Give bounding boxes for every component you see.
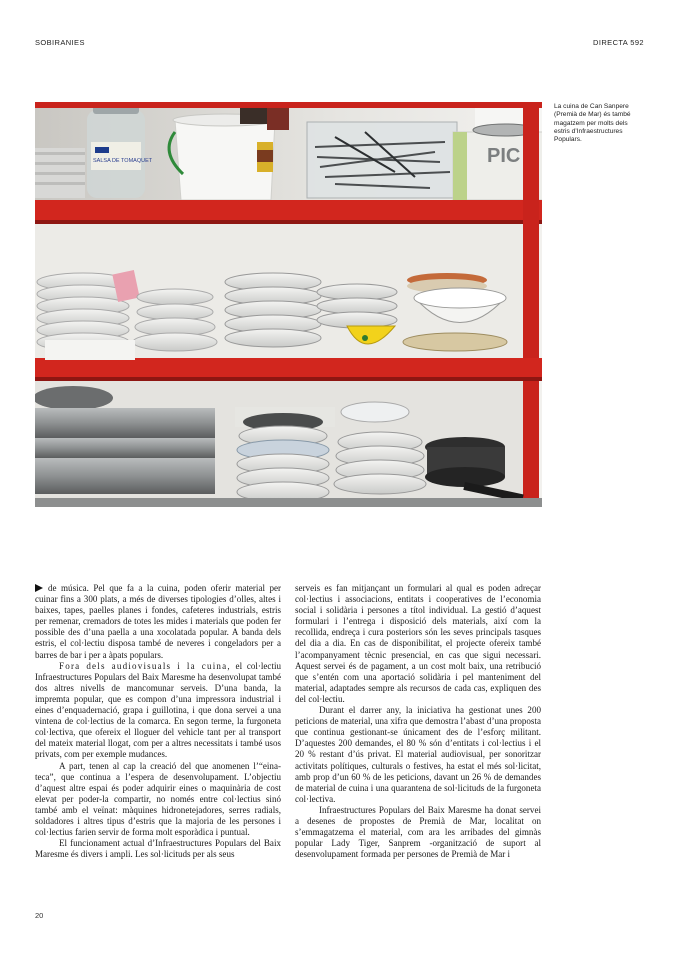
top-plate-stack	[35, 148, 85, 198]
paragraph: Fora dels audiovisuals i la cuina, el col·lectiu Infraestructures Populars del Baix Maresme ha desenvolupat també dos altres nivells de mancomunar serveis. D’una banda, la impremta popular, que es compon d’una impressora industrial i eines d’enquadernació, grapa i guillotina, i que dona servei a una vintena de col·lectius de la comarca. En segon terme, la furgoneta col·lectiva, que ofereix el lloguer del vehicle tant per al transport del mateix material llogat, com per a altres necessitats i també usos privats, com per exemple mudances.	[35, 660, 281, 760]
paragraph-lead: Fora dels audiovisuals i la cuina,	[59, 660, 231, 671]
white-bucket	[169, 114, 277, 200]
glass-jar	[87, 104, 153, 198]
issue-label: DIRECTA 592	[593, 38, 644, 47]
kitchen-shelves-photo	[35, 102, 542, 507]
paragraph: A part, tenen al cap la creació del que anomenen l’“eina-teca”, que continua a l’espera de desenvolupament. L’objectiu d’aquest altre espai és poder adquirir eines o maquinària de cost elevat per poder-la compartir, no només entre col·lectius sinó també amb el veïnat: màquines hidronetejadores, serres radials, soldadores i altres tipus d’estris que la majoria de les persones i col·lectius farien servir de forma molt esporàdica i puntual.	[35, 760, 281, 838]
paragraph: de música. Pel que fa a la cuina, poden oferir material per cuinar fins a 300 plats, a més de diverses tipologies d’olles, altes i baixes, tapes, paelles planes i fondes, cafeteres industrials, estris per remenar, cremadors de totes les mides i materials que poden fer possible des d’una paella a una xocolatada popular. A banda dels estris, el col·lectiu disposa també de neveres i congeladors per a barres de bar i per a àpats populars.	[35, 583, 281, 660]
page-number: 20	[35, 911, 44, 920]
shelf-upright-right	[523, 102, 539, 507]
shelf-bottom-board	[35, 498, 542, 507]
middle-plate-stacks	[37, 270, 507, 351]
paragraph: Durant el darrer any, la iniciativa ha gestionat unes 200 peticions de material, una xifra que demostra l’abast d’una proposta que continua gestionant-se únicament des de l’esforç militant. D’aquestes 200 demandes, el 80 % són d’entitats i col·lectius i el 20 % restant d’ús privat. El material audiovisual, per sonoritzar activitats polítiques, culturals o festives, ha estat el més sol·licitat, amb prop d’un 60 % de les peticions, davant un 26 % de demandes de material de cuina i una quarantena de sol·licituds de la furgoneta col·lectiva.	[295, 705, 541, 804]
section-label: SOBIRANIES	[35, 38, 85, 47]
article-column-left	[35, 583, 281, 860]
continuation-arrow-icon	[35, 584, 43, 592]
photo-caption: La cuina de Can Sanpere (Premià de Mar) és també magatzem per molts dels estris d’Infraestructures Populars.	[554, 103, 631, 144]
paragraph: Infraestructures Populars del Baix Maresme ha donat servei a desenes de propostes de Premià de Mar, localitat on s’emmagatzema el material, com ara les arribades del gimnàs popular Lady Tiger, Sanprem -organització de suport al desenvolupament formada per persones de Premià de Mar i	[295, 804, 541, 860]
article-column-right	[295, 583, 541, 860]
paragraph: El funcionament actual d’Infraestructures Populars del Baix Maresme és divers i ampli. Les sol·licituds per als seus	[35, 838, 281, 860]
shelf-middle-board	[35, 358, 542, 378]
shelf-top-board	[35, 200, 542, 222]
paragraph: serveis es fan mitjançant un formulari al qual es poden adreçar col·lectius i associacions, entitats i cooperatives de l’economia social i solidària i persones a títol individual. La gestió d’aquest formulari i l’entrega i disposició dels materials, així com la recollida, endreça i cura posteriors són les seves principals tasques del dia a dia. En cas de disponibilitat, el projecte ofereix també l’acompanyament tècnic presencial, en cas que sigui necessari. Aquest servei és de pagament, a un cost molt baix, una retribució que s’entén com una aportació solidària i pel manteniment del material, adaptades sempre als recursos de cada cas, expliquen des del col·lectiu.	[295, 583, 541, 704]
pic-label: PIC	[487, 145, 521, 167]
jar-label: SALSA DE TOMAQUET	[93, 158, 153, 164]
cutlery-box	[307, 122, 457, 198]
